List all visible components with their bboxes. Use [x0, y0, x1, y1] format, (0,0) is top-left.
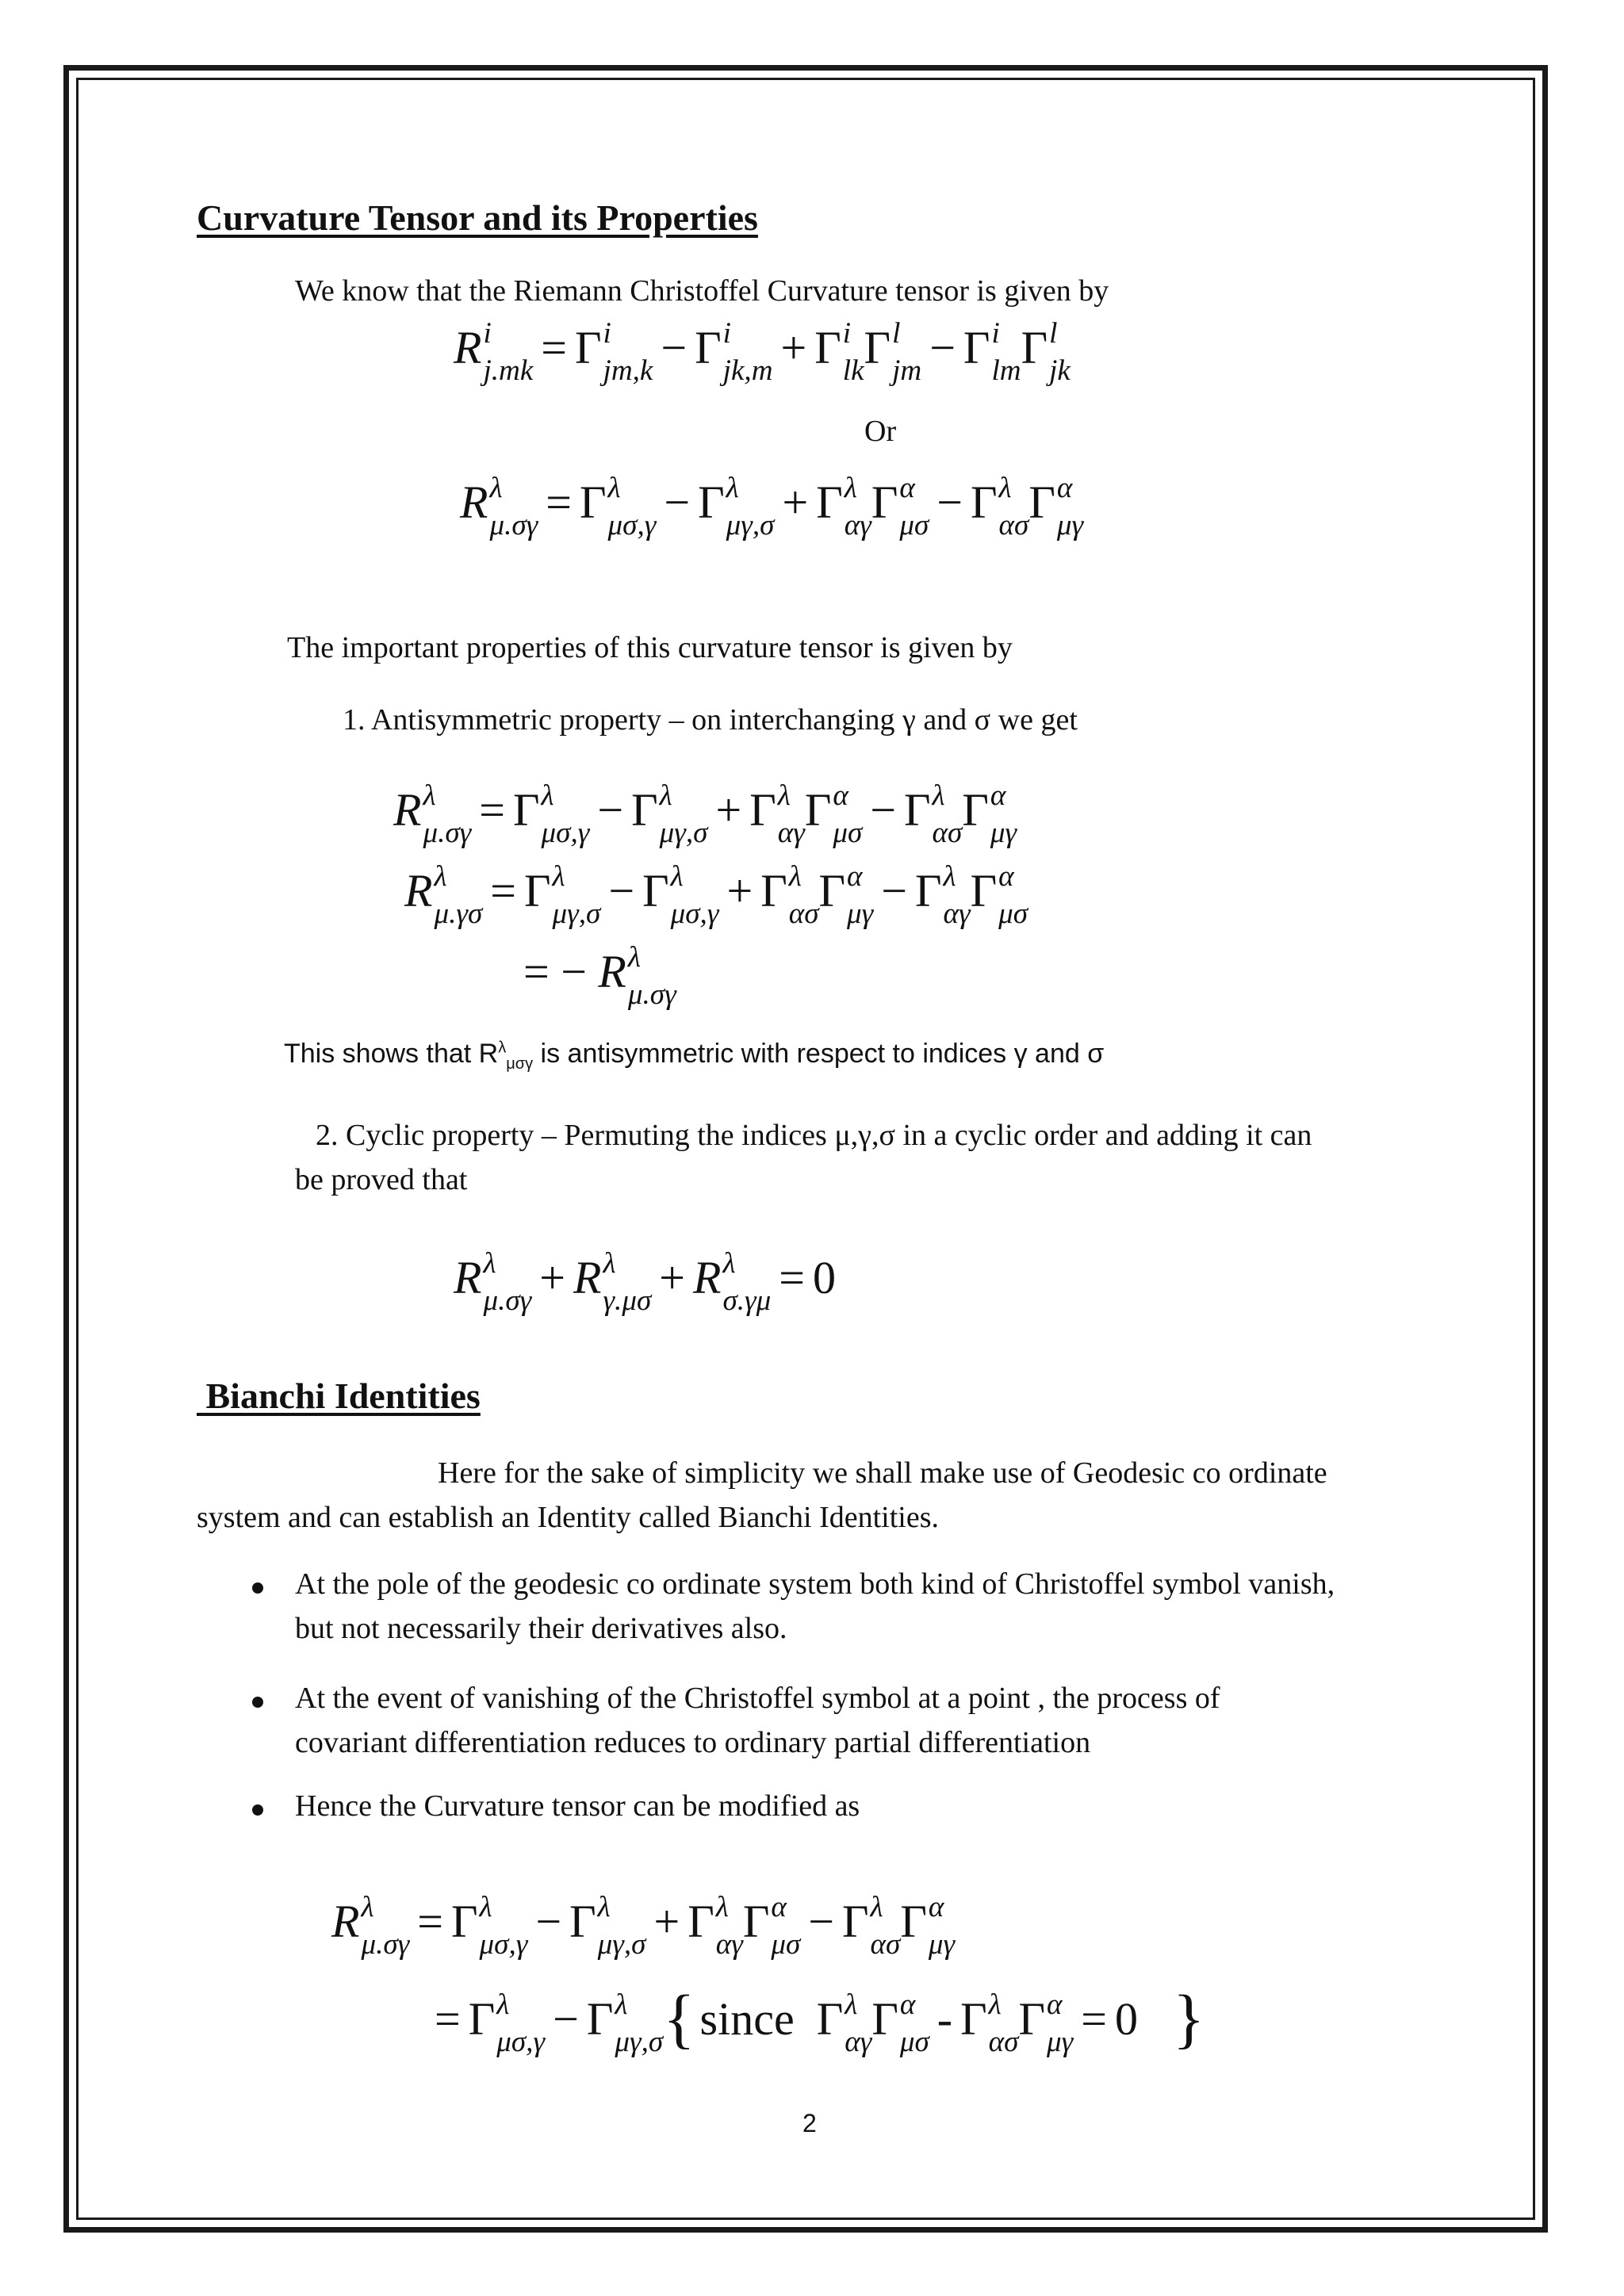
equation-riemann-greek: R λ μ.σγ = Γ λ μσ,γ − Γ λ μγ,σ + Γ λ αγ Γ α μσ − Γ λ ασ Γ α μγ	[460, 471, 1084, 541]
bullet-dot	[252, 1582, 263, 1594]
equation-riemann-latin: R i j.mk = Γ i jm,k − Γ i jk,m + Γ i lk Γ l jm − Γ i lm Γ l jk	[454, 316, 1071, 387]
equation-antisym-result: = − R λ μ.σγ	[523, 940, 676, 1011]
bianchi-para-line2: system and can establish an Identity called Bianchi Identities.	[197, 1501, 940, 1534]
antisymmetric-conclusion: This shows that $R^\lambda_{\mu\sigma\gamma}$ is antisymmetric with respect to indices γ and σ	[284, 1039, 1105, 1073]
or-label: Or	[864, 415, 897, 448]
bullet-dot	[252, 1804, 263, 1816]
cyclic-item-line2: be proved that	[295, 1163, 468, 1196]
bullet-1-line1: At the pole of the geodesic co ordinate system both kind of Christoffel symbol vanish,	[295, 1567, 1335, 1601]
bullet-1-line2: but not necessarily their derivatives also.	[295, 1612, 787, 1645]
intro-text: We know that the Riemann Christoffel Curvature tensor is given by	[295, 274, 1109, 308]
equation-modified-2: = Γ λ μσ,γ − Γ λ μγ,σ { since Γ λ αγ Γ α μσ - Γ λ ασ Γ α μγ = 0 }	[435, 1982, 1205, 2058]
bullet-dot	[252, 1697, 263, 1708]
section-heading-curvature: Curvature Tensor and its Properties	[197, 197, 758, 238]
section-heading-bianchi: Bianchi Identities	[205, 1376, 481, 1416]
page-number: 2	[802, 2109, 817, 2137]
equation-modified-1: R λ μ.σγ = Γ λ μσ,γ − Γ λ μγ,σ + Γ λ αγ Γ α μσ − Γ λ ασ Γ α μγ	[331, 1890, 956, 1961]
equation-antisym-1: R λ μ.σγ = Γ λ μσ,γ − Γ λ μγ,σ + Γ λ αγ Γ α μσ − Γ λ ασ Γ α μγ	[393, 779, 1017, 849]
bullet-2-line2: covariant differentiation reduces to ordinary partial differentiation	[295, 1726, 1091, 1759]
equation-cyclic: R λ μ.σγ + R λ γ.μσ + R λ σ.γμ = 0	[454, 1246, 836, 1317]
equation-antisym-2: R λ μ.γσ = Γ λ μγ,σ − Γ λ μσ,γ + Γ λ ασ Γ α μγ − Γ λ αγ Γ α μσ	[404, 859, 1028, 930]
bullet-3-line1: Hence the Curvature tensor can be modified as	[295, 1789, 860, 1823]
cyclic-item-line1: 2. Cyclic property – Permuting the indices μ,γ,σ in a cyclic order and adding it can	[316, 1119, 1312, 1152]
bianchi-para-line1: Here for the sake of simplicity we shall make use of Geodesic co ordinate	[438, 1456, 1327, 1490]
properties-intro: The important properties of this curvature tensor is given by	[287, 631, 1013, 664]
antisymmetric-item: 1. Antisymmetric property – on interchanging γ and σ we get	[343, 703, 1078, 737]
bullet-2-line1: At the event of vanishing of the Christoffel symbol at a point , the process of	[295, 1682, 1220, 1715]
